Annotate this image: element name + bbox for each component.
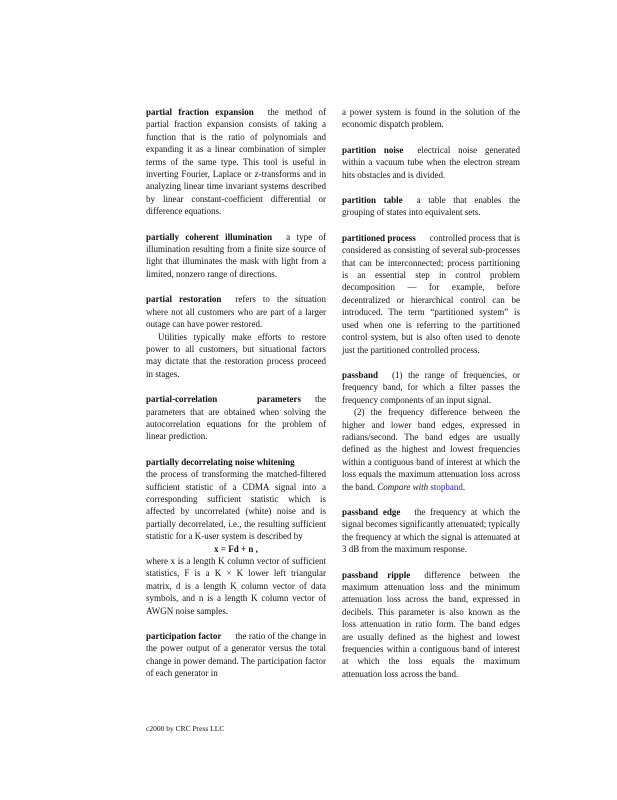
entry-definition: (1) the range of frequencies, or frequency band, for which a filter passes the frequency components of an input signal. [342,369,520,405]
entry-definition: difference between the maximum attenuation loss and the minimum attenuation loss across the band, expressed in decibels. This parameter is also known as the loss attenuation in ratio form. The band edges are usually defined as the highest and lowest frequencies within a contiguous band of interest at which the loss equals the maximum attenuation loss across the band. [342,569,521,679]
entry-definition: controlled process that is considered as consisting of several sub-processes that can be interconnected; process partitioning is an essential step in control problem decomposition — for example, before decentralized or hierarchical control can be introduced. The term “partitioned system” is used when one is referring to the partitioned control system, but is also often used to denote just the partitioned controlled process. [342,232,520,355]
entry-partition-noise [342,144,520,181]
entry-definition-paragraph: where x is a length K column vector of sufficient statistics, F is a K × K lower left triangular matrix, d is a length K column vector of data symbols, and n is a length K column vector of AWGN noise samples. [146,556,326,616]
entry-partial-fraction-expansion [146,106,326,218]
entry-definition: the parameters that are obtained when solving the autocorrelation equations for the problem of linear prediction. [146,394,326,442]
entry-definition: the method of partial fraction expansion consists of taking a function that is the ratio of polynomials and expanding it as a linear combination of simpler terms of the same type. This tool is useful in inverting Fourier, Laplace or z-transforms and in analyzing linear time invariant systems described by linear constant-coefficient differential or difference equations. [146,107,326,217]
equation: x = Fd + n , [214,543,258,554]
page-footer [146,724,224,733]
entry-term: participation factor [146,631,222,642]
entry-definition: the ratio of the change in the power output of a generator versus the total change in power demand. The participation factor of each generator in [146,631,327,679]
entry-definition: a power system is found in the solution of the economic dispatch problem. [342,107,520,130]
stopband-link[interactable]: stopband [430,481,463,492]
entry-term: passband [342,369,379,380]
entry-definition: the process of transforming the matched-filtered sufficient statistic of a CDMA signal into a corresponding sufficient statistic which is affected by uncorrelated (white) noise and is partially decorrelated, i.e., the resulting sufficient statistic for a K-user system is described by [146,469,326,542]
entry-definition: electrical noise generated within a vacuum tube when the electron stream hits obstacles and is divided. [342,144,520,180]
left-column [146,106,326,693]
entry-term: partial fraction expansion [146,107,254,117]
entry-term: partial-correlation parameters [146,394,301,405]
entry-partial-correlation-parameters [146,393,326,443]
entry-term: partitioned process [342,232,416,243]
entry-partitioned-process [342,232,520,356]
entry-participation-factor-continued [342,106,520,131]
entry-term: partition noise [342,144,404,155]
entry-term: partially decorrelating noise whitening [146,456,295,467]
entry-term: partially coherent illumination [146,231,273,242]
right-column [342,106,520,693]
entry-passband-edge [342,506,520,556]
entry-partially-coherent-illumination [146,231,326,281]
entry-definition: a table that enables the grouping of states into equivalent sets. [342,195,520,218]
entry-passband: passband (1) the range of frequencies, or frequency band, for which a filter passes the frequency components of an input signal. (2) the frequency difference between the higher and lower band edges, expressed in radians/second. The band edges are usually defined as the highest and lowest frequencies within a contiguous band of interest at which the loss equals the maximum attenuation loss across the band. Compare with stopband. [342,369,520,492]
entry-partially-decorrelating-noise-whitening [146,456,326,617]
entry-definition: a type of illumination resulting from a finite size source of light that illuminates the mask with light from a limited, nonzero range of directions. [146,231,326,279]
entry-partition-table [342,194,520,219]
copyright-text: c2000 by CRC Press LLC [146,724,225,733]
entry-definition: refers to the situation where not all customers who are part of a larger outage can have power restored. [146,294,326,330]
entry-definition-paragraph: (2) the frequency difference between the higher and lower band edges, expressed in radians/second. The band edges are usually defined as the highest and lowest frequencies within a contiguous band of interest at which the loss equals the maximum attenuation loss across the band. [342,407,520,492]
entry-participation-factor [146,630,326,680]
entry-term: partition table [342,195,403,206]
entry-passband-ripple [342,569,520,681]
entry-partial-restoration [146,293,326,380]
entry-term: passband edge [342,506,401,517]
entry-definition: the frequency at which the signal becomes significantly attenuated; typically the frequency at which the signal is attenuated at 3 dB from the maximum response. [342,506,520,555]
entry-definition-paragraph: Utilities typically make efforts to restore power to all customers, but situational factors may dictate that the restoration process proceed in stages. [146,331,326,379]
compare-with-label: Compare with [377,481,429,492]
entry-term: partial restoration [146,294,222,305]
entry-term: passband ripple [342,569,411,580]
